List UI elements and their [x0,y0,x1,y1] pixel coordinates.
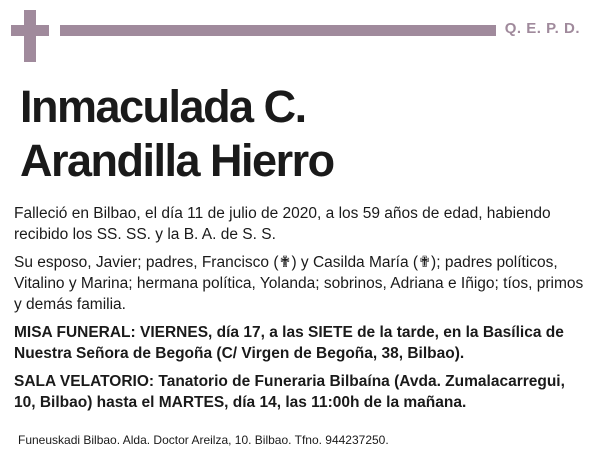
header-rule [60,25,496,36]
death-notice-paragraph: Falleció en Bilbao, el día 11 de julio de 2020, a los 59 años de edad, habiendo recibido los SS. SS. y la B. A. de S. S. [14,205,551,243]
cross-horizontal-bar [11,25,49,36]
cross-icon [11,10,49,62]
obituary-body [14,203,586,420]
qepd-label: Q. E. P. D. [504,20,580,37]
wake-paragraph: SALA VELATORIO: Tanatorio de Funeraria Bilbaína (Avda. Zumalacarregui, 10, Bilbao) hasta el MARTES, día 14, las 11:00h de la mañana. [14,373,565,411]
funeral-mass-paragraph: MISA FUNERAL: VIERNES, día 17, a las SIETE de la tarde, en la Basílica de Nuestra Señora de Begoña (C/ Virgen de Begoña, 38, Bilbao). [14,324,564,362]
deceased-name-line1: Inmaculada C. [20,81,306,132]
family-paragraph: Su esposo, Javier; padres, Francisco (✟) y Casilda María (✟); padres políticos, Vitalino y Marina; hermana política, Yolanda; sobrinos, Adriana e Iñigo; tíos, primos y demás familia. [14,254,584,313]
funeral-home-footer: Funeuskadi Bilbao. Alda. Doctor Areilza, 10. Bilbao. Tfno. 944237250. [18,433,389,447]
cross-vertical-bar [24,10,36,62]
deceased-name-line2: Arandilla Hierro [20,135,334,186]
deceased-name [20,80,334,188]
